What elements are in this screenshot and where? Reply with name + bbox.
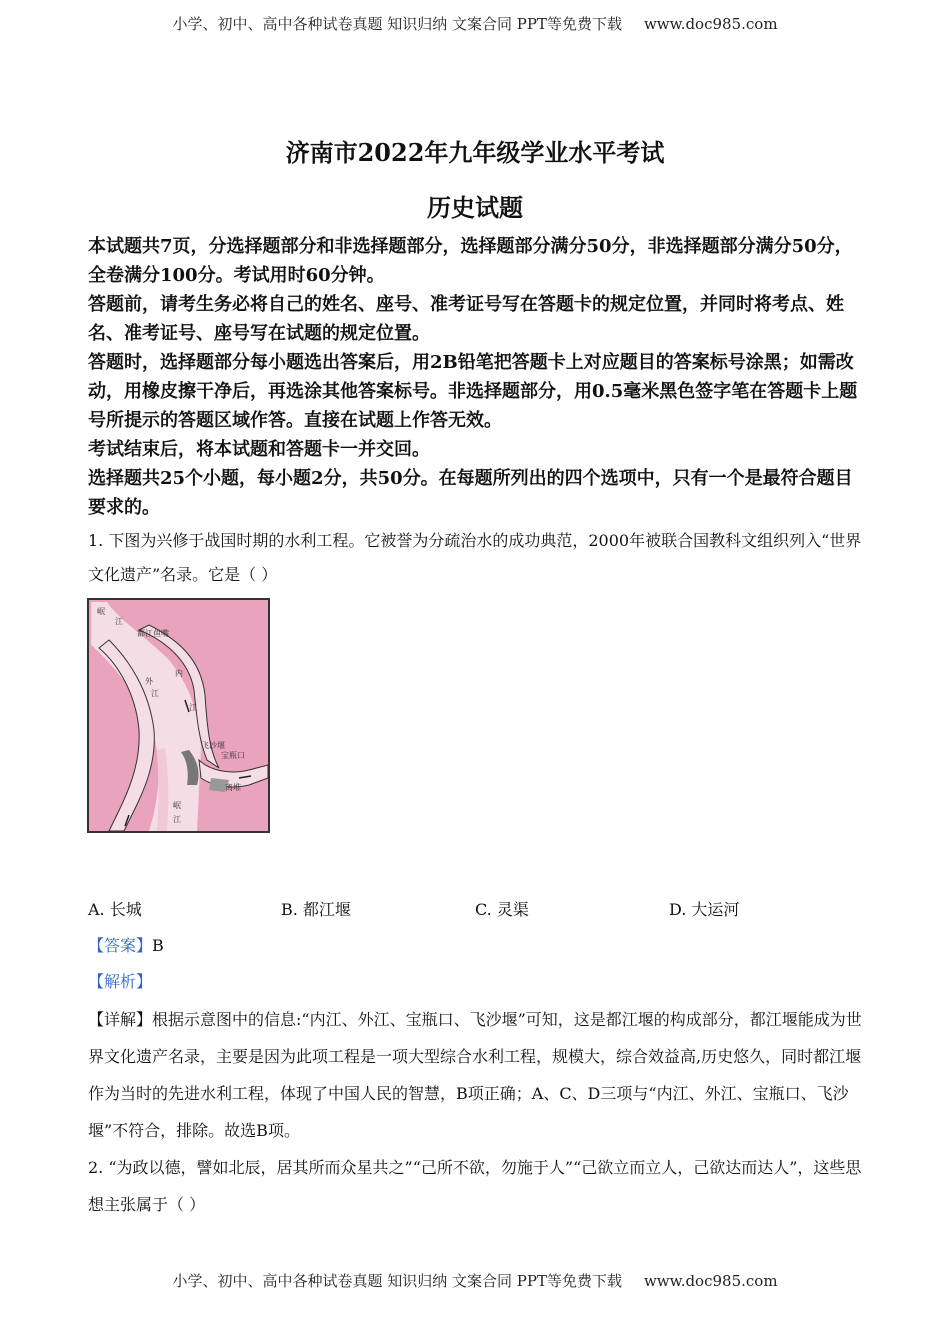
- instruction-item: 考试结束后，将本试题和答题卡一并交回。: [88, 439, 430, 460]
- exam-subtitle: 历史试题: [427, 193, 523, 222]
- label-nei: 内: [175, 669, 183, 678]
- instruction-item: 本试题共7页，分选择题部分和非选择题部分，选择题部分满分50分，非选择题部分满分50分，全卷满分100分。考试用时60分钟。: [88, 236, 853, 286]
- map-figure: [89, 600, 268, 831]
- label-jiang-top: 江: [115, 617, 123, 626]
- footer-url[interactable]: www.doc985.com: [643, 1272, 778, 1290]
- label-lidui: 离堆: [225, 783, 241, 792]
- instruction-item: 答题时，选择题部分每小题选出答案后，用2B铅笔把答题卡上对应题目的答案标号涂黑；如需改动，用橡皮擦干净后，再选涂其他答案标号。非选择题部分，用0.5毫米黑色签字笔在答题卡上题号所提示的答题区域作答。直接在试题上作答无效。: [88, 352, 858, 431]
- option-c[interactable]: C. 灵渠: [475, 900, 529, 919]
- analysis-line: [88, 969, 152, 992]
- question-2-stem: 2. “为政以德，譬如北辰，居其所而众星共之”“己所不欲，勿施于人”“己欲立而立人，己欲达而达人”，这些思想主张属于（ ）: [88, 1158, 862, 1214]
- label-wai: 外: [145, 677, 153, 686]
- option-a[interactable]: A. 长城: [88, 900, 142, 919]
- question-1-stem: 1. 下图为兴修于战国时期的水利工程。它被誉为分疏治水的成功典范，2000年被联合国教科文组织列入“世界文化遗产”名录。它是（ ）: [88, 531, 862, 584]
- instruction-item: 选择题共25个小题，每小题2分，共50分。在每题所列出的四个选项中，只有一个是最符合题目要求的。: [88, 468, 853, 518]
- option-d[interactable]: D. 大运河: [669, 900, 740, 919]
- footer-text: 小学、初中、高中各种试卷真题 知识归纳 文案合同 PPT等免费下载: [172, 1272, 622, 1290]
- exam-title: 济南市2022年九年级学业水平考试: [285, 138, 665, 167]
- option-b[interactable]: B. 都江堰: [281, 900, 351, 919]
- answer-value: B: [152, 936, 164, 955]
- label-jiang-bottom: 江: [173, 815, 181, 824]
- label-jiang-nei: 江: [189, 703, 197, 712]
- label-min-top: 岷: [97, 607, 105, 616]
- instructions: [88, 232, 868, 522]
- answer-label: 【答案】: [88, 936, 153, 955]
- label-yuzui: 都江鱼嘴: [137, 629, 169, 638]
- label-baopingkou: 宝瓶口: [221, 751, 245, 760]
- label-min-bottom: 岷: [173, 801, 181, 810]
- header-text: 小学、初中、高中各种试卷真题 知识归纳 文案合同 PPT等免费下载: [172, 15, 622, 33]
- header-url[interactable]: www.doc985.com: [643, 15, 778, 33]
- detail-label: 【详解】: [88, 1010, 153, 1029]
- label-jiang-wai: 江: [151, 689, 159, 698]
- instruction-item: 答题前，请考生务必将自己的姓名、座号、准考证号写在答题卡的规定位置，并同时将考点、姓名、准考证号、座号写在试题的规定位置。: [88, 294, 844, 344]
- page-header: [0, 13, 950, 34]
- detail-text: 根据示意图中的信息:“内江、外江、宝瓶口、飞沙堰”可知，这是都江堰的构成部分，都江堰能成为世界文化遗产名录，主要是因为此项工程是一项大型综合水利工程，规模大，综合效益高,历史悠久，同时都江堰作为当时的先进水利工程，体现了中国人民的智慧，B项正确；A、C、D三项与“内江、外江、宝瓶口、飞沙堰”不符合，排除。故选B项。: [88, 1010, 862, 1140]
- page-footer: [0, 1270, 950, 1291]
- detail-explanation: [88, 1001, 868, 1149]
- label-feishayan: 飞沙堰: [201, 741, 225, 750]
- analysis-label: 【解析】: [88, 972, 153, 991]
- dujiangyan-map: [87, 598, 270, 833]
- answer-line: [88, 933, 164, 956]
